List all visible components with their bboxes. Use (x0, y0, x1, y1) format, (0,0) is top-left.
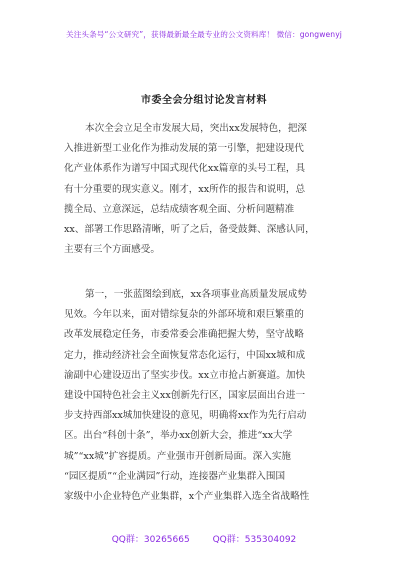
paragraph-2 (64, 285, 356, 507)
paragraph-line: 有十分重要的现实意义。刚才，xx所作的报告和说明，总 (64, 183, 306, 195)
paragraph-line: 家级中小企业特色产业集群，x个产业集群入选全省战略性 (64, 490, 310, 502)
paragraph-line: 入推进新型工业化作为推动发展的第一引擎，把建设现代 (64, 143, 304, 155)
paragraph-line: 步支持西部xx城加快建设的意见，明确将xx作为先行启动 (64, 410, 307, 422)
paragraph-line: 见效。今年以来，面对错综复杂的外部环境和艰巨繁重的 (64, 309, 304, 321)
paragraph-line: 区。出台“科创十条”，举办xx创新大会，推进“xx大学 (64, 430, 293, 442)
paragraph-line: 城”“xx城”扩容提质。产业强市开创新局面。深入实施 (64, 450, 292, 462)
footer-qq-group-1: QQ群：30265665 (111, 535, 190, 545)
paragraph-line: xx、部署工作思路清晰，听了之后，备受鼓舞、深感认同， (64, 223, 315, 235)
paragraph-line: 渝副中心建设迈出了坚实步伐。xx立市抢占新赛道。加快 (64, 369, 306, 381)
paragraph-line: 化产业体系作为谱写中国式现代化xx篇章的头号工程，具 (64, 163, 306, 175)
paragraph-line: 本次全会立足全市发展大局，突出xx发展特色，把深 (85, 123, 307, 134)
paragraph-1 (64, 119, 356, 260)
document-title: 市委全会分组讨论发言材料 (141, 95, 267, 106)
paragraph-line: 定力，推动经济社会全面恢复常态化运行，中国xx城和成 (64, 349, 306, 361)
paragraph-line: “园区提质”“企业满园”行动，连接器产业集群入围国 (64, 470, 286, 482)
paragraph-line: 第一，一张蓝图绘到底，xx各项事业高质量发展成势 (85, 289, 307, 300)
paragraph-line: 主要有三个方面感受。 (64, 244, 160, 256)
paragraph-line: 建设中国特色社会主义xx创新先行区，国家层面出台进一 (64, 389, 306, 401)
paragraph-line: 改革发展稳定任务，市委常委会准确把握大势，坚守战略 (64, 329, 304, 341)
paragraph-line: 揽全局、立意深远，总结成绩客观全面、分析问题精准 (64, 203, 295, 215)
header-banner: 关注头条号“公文研究”，获得最新最全最专业的公文资料库！ 微信：gongwenyj (66, 30, 342, 39)
footer-qq-group-2: QQ群：535304092 (212, 535, 297, 545)
footer-contact (0, 532, 408, 545)
